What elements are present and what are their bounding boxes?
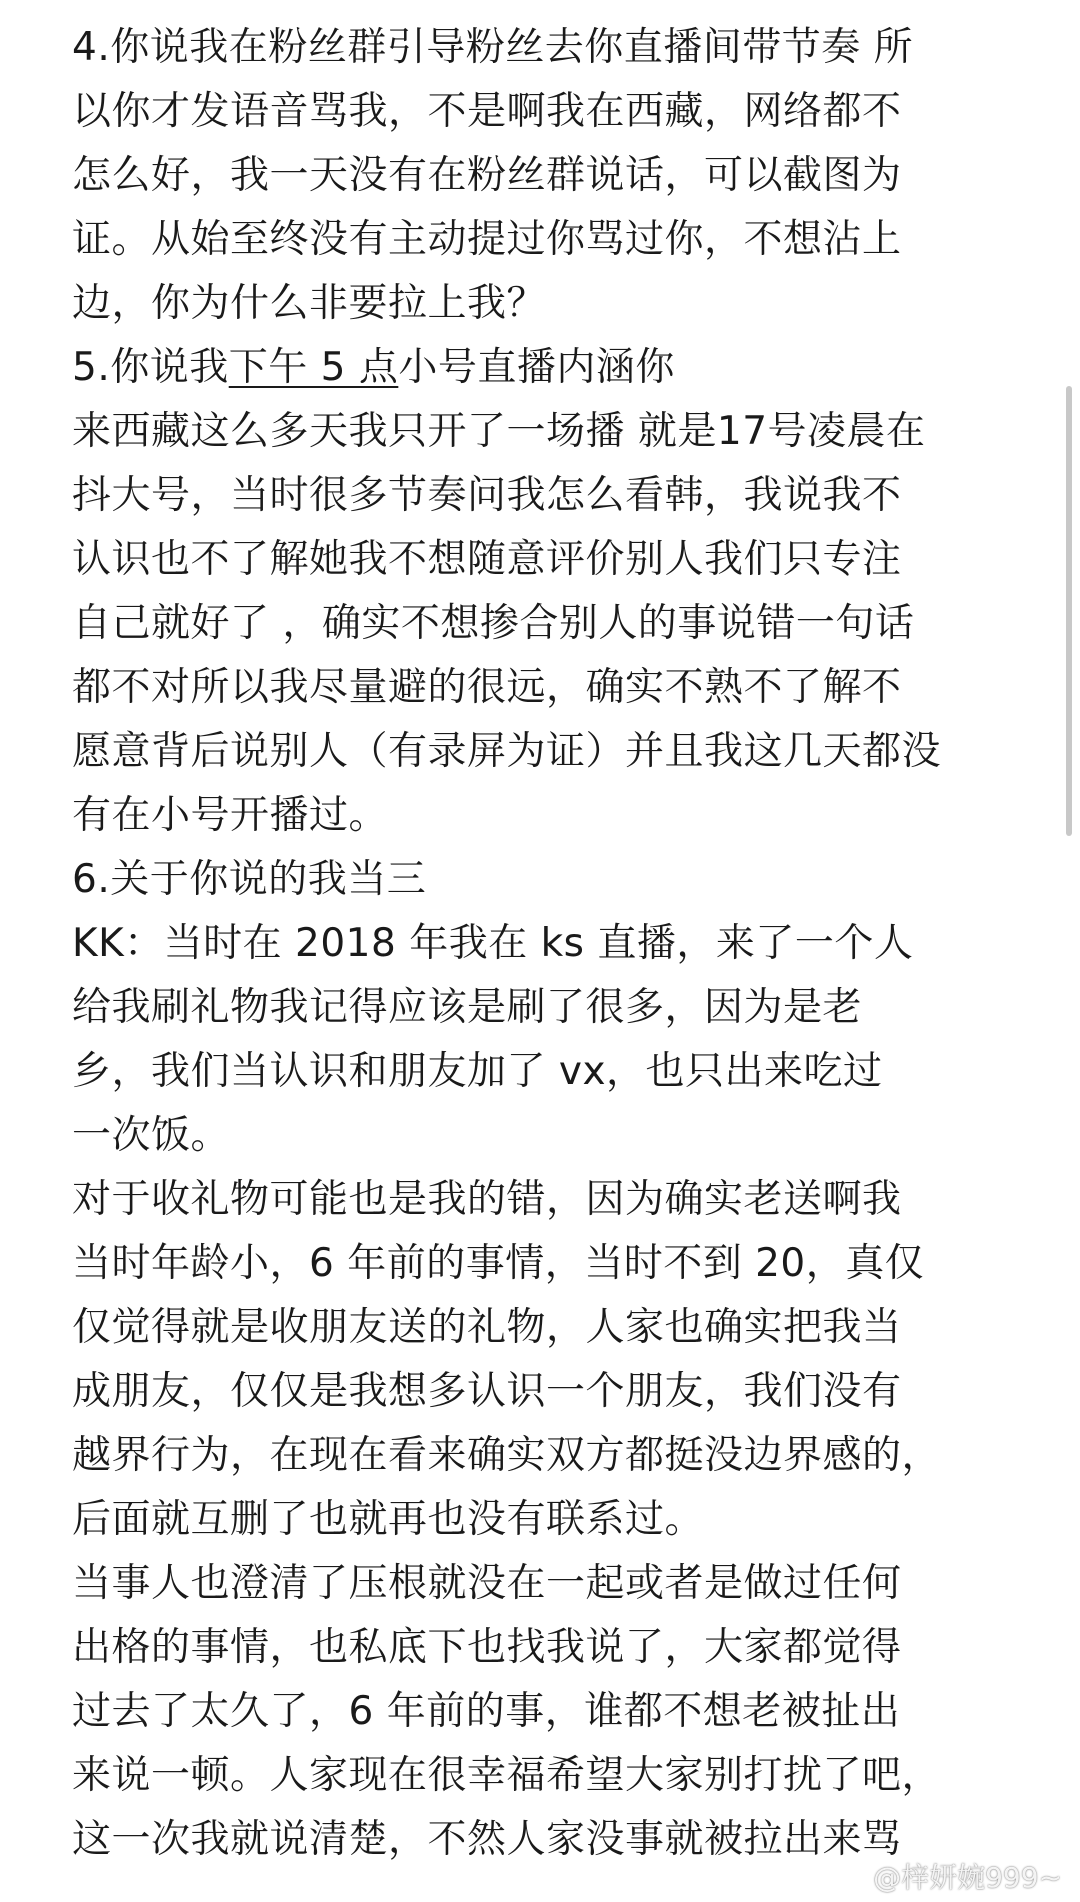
text-line: 自己就好了 ，确实不想掺合别人的事说错一句话 [72, 601, 915, 646]
text-line: 当事人也澄清了压根就没在一起或者是做过任何 [72, 1561, 902, 1606]
scrollbar[interactable] [1066, 386, 1072, 836]
text-line: 乡，我们当认识和朋友加了 vx，也只出来吃过 [72, 1049, 883, 1094]
text-line: 抖大号，当时很多节奏问我怎么看韩，我说我不 [72, 473, 902, 518]
weibo-icon [845, 1866, 869, 1890]
text-line: 愿意背后说别人（有录屏为证）并且我这几天都没 [72, 729, 942, 774]
text-line: 过去了太久了，6 年前的事，谁都不想老被扯出 [72, 1689, 901, 1734]
text-line: 一次饭。 [72, 1113, 231, 1158]
watermark [845, 1856, 1062, 1896]
text-line: 后面就互删了也就再也没有联系过。 [72, 1497, 705, 1542]
text-line: 给我刷礼物我记得应该是刷了很多，因为是老 [72, 985, 863, 1030]
text-line: 成朋友，仅仅是我想多认识一个朋友，我们没有 [72, 1369, 902, 1414]
text-line: 当时年龄小，6 年前的事情，当时不到 20，真仅 [72, 1241, 925, 1286]
text-segment: 5.你说我 [72, 345, 229, 390]
text-line: 对于收礼物可能也是我的错，因为确实老送啊我 [72, 1177, 902, 1222]
text-line: 来西藏这么多天我只开了一场播 就是17号凌晨在 [72, 409, 926, 454]
text-line: 越界行为，在现在看来确实双方都挺没边界感的， [72, 1433, 942, 1478]
text-line: 认识也不了解她我不想随意评价别人我们只专注 [72, 537, 902, 582]
text-line: 证。从始至终没有主动提过你骂过你，不想沾上 [72, 217, 902, 262]
text-line: 4.你说我在粉丝群引导粉丝去你直播间带节奏 所 [72, 25, 914, 70]
text-line: 有在小号开播过。 [72, 793, 389, 838]
text-line: 出格的事情，也私底下也找我说了，大家都觉得 [72, 1625, 902, 1670]
text-line: 都不对所以我尽量避的很远，确实不熟不了解不 [72, 665, 902, 710]
text-line: 来说一顿。人家现在很幸福希望大家别打扰了吧， [72, 1753, 942, 1798]
text-line: 仅觉得就是收朋友送的礼物，人家也确实把我当 [72, 1305, 902, 1350]
text-line: 6.关于你说的我当三 [72, 857, 427, 902]
text-line: KK：当时在 2018 年我在 ks 直播，来了一个人 [72, 921, 914, 966]
text-segment: 小号直播内涵你 [398, 345, 675, 390]
text-line: 以你才发语音骂我，不是啊我在西藏，网络都不 [72, 89, 902, 134]
note-body [72, 16, 1012, 1872]
text-line: 这一次我就说清楚，不然人家没事就被拉出来骂 [72, 1817, 902, 1862]
watermark-text: @梓妍婉999~ [873, 1861, 1062, 1894]
underlined-text: 下午 5 点 [228, 345, 399, 390]
text-line: 边，你为什么非要拉上我？ [72, 281, 547, 326]
text-line [72, 336, 1012, 400]
text-line: 怎么好，我一天没有在粉丝群说话，可以截图为 [72, 153, 902, 198]
